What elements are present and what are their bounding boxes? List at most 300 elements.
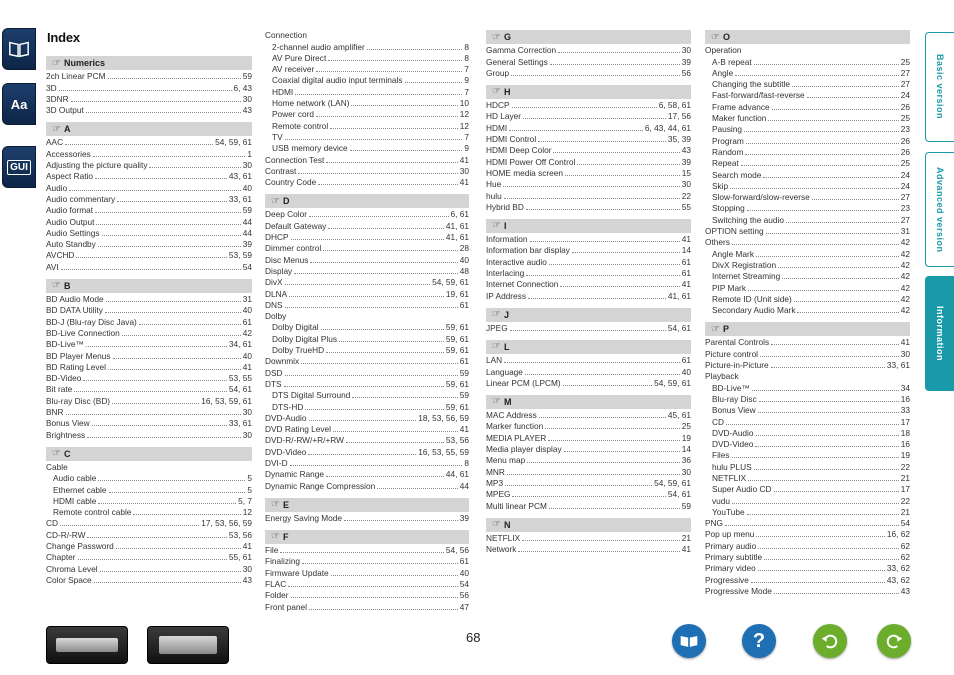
index-entry[interactable]	[265, 132, 469, 143]
index-entry[interactable]	[46, 384, 252, 395]
index-entry[interactable]	[705, 405, 910, 416]
index-entry[interactable]	[46, 418, 252, 429]
index-entry[interactable]	[705, 90, 910, 101]
index-entry[interactable]	[486, 122, 691, 133]
entry-pages[interactable]: 30	[681, 45, 691, 56]
index-entry[interactable]	[46, 350, 252, 361]
entry-pages[interactable]: 41, 61	[445, 232, 469, 243]
index-entry[interactable]	[705, 574, 910, 585]
entry-pages[interactable]: 55, 61	[228, 552, 252, 563]
index-entry[interactable]	[265, 232, 469, 243]
entry-pages[interactable]: 41	[681, 234, 691, 245]
entry-pages[interactable]: 59, 61	[445, 333, 469, 344]
entry-pages[interactable]: 43	[242, 574, 252, 585]
index-entry[interactable]	[705, 248, 910, 259]
index-entry[interactable]	[46, 575, 252, 586]
book-icon[interactable]	[2, 28, 36, 70]
entry-pages[interactable]: 54, 56	[445, 545, 469, 556]
index-entry[interactable]	[705, 260, 910, 271]
entry-pages[interactable]: 21	[681, 532, 691, 543]
entry-pages[interactable]: 45, 61	[667, 410, 691, 421]
entry-pages[interactable]: 47	[459, 601, 469, 612]
index-entry[interactable]	[486, 355, 691, 366]
index-entry[interactable]	[265, 390, 469, 401]
index-entry[interactable]	[705, 124, 910, 135]
entry-pages[interactable]: 40	[459, 567, 469, 578]
index-entry[interactable]	[486, 533, 691, 544]
index-entry[interactable]	[705, 552, 910, 563]
entry-pages[interactable]: 8	[464, 52, 469, 63]
index-entry[interactable]	[705, 68, 910, 79]
index-entry[interactable]	[486, 256, 691, 267]
entry-pages[interactable]: 59	[459, 390, 469, 401]
index-entry[interactable]	[265, 322, 469, 333]
entry-pages[interactable]: 44	[242, 227, 252, 238]
entry-pages[interactable]: 39	[681, 56, 691, 67]
index-entry[interactable]	[486, 455, 691, 466]
back-icon[interactable]	[813, 624, 847, 658]
entry-pages[interactable]: 56	[459, 590, 469, 601]
index-entry[interactable]	[705, 495, 910, 506]
index-entry[interactable]	[265, 579, 469, 590]
index-entry[interactable]	[705, 101, 910, 112]
entry-pages[interactable]: 33, 61	[886, 360, 910, 371]
index-entry[interactable]	[46, 496, 252, 507]
index-entry[interactable]	[705, 586, 910, 597]
index-entry[interactable]	[265, 143, 469, 154]
entry-pages[interactable]: 54	[459, 579, 469, 590]
entry-pages[interactable]: 39	[681, 156, 691, 167]
index-entry[interactable]	[265, 345, 469, 356]
index-entry[interactable]	[265, 266, 469, 277]
entry-pages[interactable]: 54, 59, 61	[654, 477, 691, 488]
entry-pages[interactable]: 41	[459, 154, 469, 165]
entry-pages[interactable]: 61	[459, 299, 469, 310]
index-entry[interactable]	[705, 529, 910, 540]
entry-pages[interactable]: 27	[900, 79, 910, 90]
index-entry[interactable]	[705, 113, 910, 124]
index-entry[interactable]	[705, 271, 910, 282]
entry-pages[interactable]: 62	[900, 552, 910, 563]
entry-pages[interactable]: 12	[242, 507, 252, 518]
index-entry[interactable]	[705, 294, 910, 305]
index-entry[interactable]	[486, 234, 691, 245]
help-icon[interactable]: ?	[742, 624, 776, 658]
entry-pages[interactable]: 59	[242, 71, 252, 82]
index-entry[interactable]	[705, 237, 910, 248]
entry-pages[interactable]: 48	[459, 265, 469, 276]
entry-pages[interactable]: 61	[681, 256, 691, 267]
entry-pages[interactable]: 15	[681, 167, 691, 178]
entry-pages[interactable]: 59, 61	[445, 345, 469, 356]
index-entry[interactable]	[265, 567, 469, 578]
entry-pages[interactable]: 42	[242, 327, 252, 338]
entry-pages[interactable]: 30	[242, 93, 252, 104]
tab-basic-version[interactable]: Basic version	[925, 32, 954, 142]
entry-pages[interactable]: 17	[900, 416, 910, 427]
entry-pages[interactable]: 54, 59, 61	[654, 377, 691, 388]
index-entry[interactable]	[705, 56, 910, 67]
index-entry[interactable]	[486, 134, 691, 145]
entry-pages[interactable]: 30	[459, 165, 469, 176]
entry-pages[interactable]: 5, 7	[238, 495, 252, 506]
index-entry[interactable]	[265, 311, 469, 322]
index-entry[interactable]	[265, 220, 469, 231]
entry-pages[interactable]: 40	[681, 366, 691, 377]
index-entry[interactable]	[705, 360, 910, 371]
index-entry[interactable]	[705, 135, 910, 146]
index-entry[interactable]	[265, 590, 469, 601]
entry-pages[interactable]: 16	[900, 439, 910, 450]
index-entry[interactable]	[486, 366, 691, 377]
entry-pages[interactable]: 16, 53, 55, 59	[418, 446, 469, 457]
index-entry[interactable]	[265, 109, 469, 120]
index-entry[interactable]	[705, 450, 910, 461]
entry-pages[interactable]: 41, 61	[667, 290, 691, 301]
entry-pages[interactable]: 14	[681, 245, 691, 256]
entry-pages[interactable]: 61	[681, 268, 691, 279]
entry-pages[interactable]: 5	[247, 484, 252, 495]
index-entry[interactable]	[486, 190, 691, 201]
entry-pages[interactable]: 40	[242, 182, 252, 193]
index-entry[interactable]	[486, 111, 691, 122]
entry-pages[interactable]: 12	[459, 120, 469, 131]
index-entry[interactable]	[46, 362, 252, 373]
index-entry[interactable]	[265, 166, 469, 177]
entry-pages[interactable]: 22	[900, 461, 910, 472]
index-entry[interactable]	[46, 529, 252, 540]
index-entry[interactable]	[705, 461, 910, 472]
index-entry[interactable]	[486, 410, 691, 421]
entry-pages[interactable]: 17, 53, 56, 59	[201, 518, 252, 529]
entry-pages[interactable]: 25	[900, 56, 910, 67]
index-entry[interactable]	[486, 245, 691, 256]
entry-pages[interactable]: 61	[681, 355, 691, 366]
index-entry[interactable]	[265, 86, 469, 97]
entry-pages[interactable]: 42	[900, 305, 910, 316]
index-entry[interactable]	[46, 552, 252, 563]
entry-pages[interactable]: 33, 61	[228, 418, 252, 429]
entry-pages[interactable]: 34, 61	[228, 339, 252, 350]
entry-pages[interactable]: 27	[900, 214, 910, 225]
index-entry[interactable]	[265, 424, 469, 435]
index-entry[interactable]	[46, 82, 252, 93]
index-entry[interactable]	[265, 254, 469, 265]
entry-pages[interactable]: 12	[459, 109, 469, 120]
index-entry[interactable]	[705, 337, 910, 348]
index-entry[interactable]	[265, 446, 469, 457]
index-entry[interactable]	[46, 328, 252, 339]
entry-pages[interactable]: 55	[681, 201, 691, 212]
index-entry[interactable]	[265, 288, 469, 299]
entry-pages[interactable]: 23	[900, 124, 910, 135]
index-entry[interactable]	[705, 226, 910, 237]
entry-pages[interactable]: 30	[681, 179, 691, 190]
entry-pages[interactable]: 43, 62	[886, 574, 910, 585]
entry-pages[interactable]: 16	[900, 393, 910, 404]
index-entry[interactable]	[46, 216, 252, 227]
entry-pages[interactable]: 44	[459, 480, 469, 491]
index-entry[interactable]	[486, 202, 691, 213]
index-entry[interactable]	[705, 192, 910, 203]
entry-pages[interactable]: 42	[900, 271, 910, 282]
index-entry[interactable]	[46, 339, 252, 350]
index-entry[interactable]	[486, 466, 691, 477]
entry-pages[interactable]: 30	[242, 563, 252, 574]
entry-pages[interactable]: 56	[681, 67, 691, 78]
index-entry[interactable]	[486, 432, 691, 443]
index-entry[interactable]	[46, 507, 252, 518]
index-entry[interactable]	[265, 41, 469, 52]
index-entry[interactable]	[486, 100, 691, 111]
index-entry[interactable]	[265, 154, 469, 165]
index-entry[interactable]	[46, 429, 252, 440]
entry-pages[interactable]: 53, 56	[445, 435, 469, 446]
index-entry[interactable]	[265, 177, 469, 188]
index-entry[interactable]	[265, 469, 469, 480]
entry-pages[interactable]: 19	[900, 450, 910, 461]
entry-pages[interactable]: 33	[900, 405, 910, 416]
entry-pages[interactable]: 6, 43, 44, 61	[644, 122, 691, 133]
index-entry[interactable]	[486, 145, 691, 156]
index-entry[interactable]	[265, 333, 469, 344]
entry-pages[interactable]: 7	[464, 86, 469, 97]
entry-pages[interactable]: 16, 53, 59, 61	[201, 395, 252, 406]
entry-pages[interactable]: 41	[242, 361, 252, 372]
entry-pages[interactable]: 41, 61	[445, 220, 469, 231]
entry-pages[interactable]: 22	[900, 495, 910, 506]
entry-pages[interactable]: 24	[900, 180, 910, 191]
entry-pages[interactable]: 59	[242, 205, 252, 216]
index-entry[interactable]	[265, 545, 469, 556]
index-entry[interactable]	[705, 518, 910, 529]
index-entry[interactable]	[265, 556, 469, 567]
index-entry[interactable]	[486, 290, 691, 301]
index-entry[interactable]	[46, 250, 252, 261]
index-entry[interactable]	[705, 507, 910, 518]
index-entry[interactable]	[486, 444, 691, 455]
tab-information[interactable]: Information	[925, 276, 954, 391]
entry-pages[interactable]: 44	[242, 216, 252, 227]
index-entry[interactable]	[486, 179, 691, 190]
index-entry[interactable]	[46, 205, 252, 216]
index-entry[interactable]	[46, 563, 252, 574]
index-entry[interactable]	[705, 394, 910, 405]
entry-pages[interactable]: 40	[459, 254, 469, 265]
entry-pages[interactable]: 30	[242, 160, 252, 171]
index-entry[interactable]	[705, 484, 910, 495]
entry-pages[interactable]: 6, 43	[233, 82, 252, 93]
index-entry[interactable]	[705, 203, 910, 214]
index-entry[interactable]	[705, 214, 910, 225]
entry-pages[interactable]: 7	[464, 131, 469, 142]
index-entry[interactable]	[46, 228, 252, 239]
entry-pages[interactable]: 17	[900, 484, 910, 495]
entry-pages[interactable]: 19, 61	[445, 288, 469, 299]
entry-pages[interactable]: 33, 61	[228, 193, 252, 204]
index-entry[interactable]	[265, 435, 469, 446]
index-entry[interactable]	[46, 137, 252, 148]
entry-pages[interactable]: 61	[459, 556, 469, 567]
entry-pages[interactable]: 24	[900, 90, 910, 101]
index-entry[interactable]	[486, 156, 691, 167]
entry-pages[interactable]: 39	[242, 239, 252, 250]
contents-book-icon[interactable]	[672, 624, 706, 658]
entry-pages[interactable]: 21	[900, 472, 910, 483]
index-entry[interactable]	[705, 282, 910, 293]
entry-pages[interactable]: 54, 59, 61	[432, 277, 469, 288]
index-entry[interactable]	[705, 563, 910, 574]
entry-pages[interactable]: 43	[242, 105, 252, 116]
index-entry[interactable]	[46, 94, 252, 105]
entry-pages[interactable]: 62	[900, 540, 910, 551]
index-entry[interactable]	[486, 500, 691, 511]
entry-pages[interactable]: 28	[459, 243, 469, 254]
index-entry[interactable]	[705, 371, 910, 382]
index-entry[interactable]	[265, 480, 469, 491]
entry-pages[interactable]: 61	[459, 356, 469, 367]
entry-pages[interactable]: 5	[247, 473, 252, 484]
entry-pages[interactable]: 30	[242, 429, 252, 440]
entry-pages[interactable]: 54	[242, 261, 252, 272]
entry-pages[interactable]: 27	[900, 67, 910, 78]
entry-pages[interactable]: 25	[900, 158, 910, 169]
index-entry[interactable]	[46, 105, 252, 116]
entry-pages[interactable]: 18, 53, 56, 59	[418, 412, 469, 423]
index-entry[interactable]	[705, 147, 910, 158]
entry-pages[interactable]: 53, 56	[228, 529, 252, 540]
index-entry[interactable]	[265, 601, 469, 612]
entry-pages[interactable]: 41	[459, 424, 469, 435]
index-entry[interactable]	[265, 64, 469, 75]
entry-pages[interactable]: 18	[900, 427, 910, 438]
entry-pages[interactable]: 35, 39	[667, 134, 691, 145]
index-entry[interactable]	[705, 428, 910, 439]
entry-pages[interactable]: 6, 61	[450, 209, 469, 220]
index-entry[interactable]	[705, 45, 910, 56]
index-entry[interactable]	[486, 489, 691, 500]
index-entry[interactable]	[486, 268, 691, 279]
index-entry[interactable]	[46, 541, 252, 552]
entry-pages[interactable]: 43	[900, 585, 910, 596]
index-entry[interactable]	[705, 439, 910, 450]
index-entry[interactable]	[265, 513, 469, 524]
entry-pages[interactable]: 39	[459, 512, 469, 523]
front-panel-button[interactable]	[46, 626, 128, 664]
entry-pages[interactable]: 54, 61	[228, 384, 252, 395]
index-entry[interactable]	[46, 261, 252, 272]
index-entry[interactable]	[265, 356, 469, 367]
index-entry[interactable]	[486, 168, 691, 179]
gui-icon[interactable]: GUI	[2, 146, 36, 188]
index-entry[interactable]	[46, 239, 252, 250]
entry-pages[interactable]: 17, 56	[667, 111, 691, 122]
index-entry[interactable]	[265, 379, 469, 390]
entry-pages[interactable]: 54, 59, 61	[215, 137, 252, 148]
index-entry[interactable]	[46, 182, 252, 193]
entry-pages[interactable]: 59, 61	[445, 378, 469, 389]
entry-pages[interactable]: 33, 62	[886, 563, 910, 574]
index-entry[interactable]	[705, 348, 910, 359]
index-entry[interactable]	[265, 98, 469, 109]
entry-pages[interactable]: 43, 61	[228, 171, 252, 182]
index-entry[interactable]	[265, 75, 469, 86]
entry-pages[interactable]: 40	[242, 305, 252, 316]
index-entry[interactable]	[46, 148, 252, 159]
entry-pages[interactable]: 59	[681, 500, 691, 511]
index-entry[interactable]	[46, 316, 252, 327]
entry-pages[interactable]: 54	[900, 518, 910, 529]
entry-pages[interactable]: 43	[681, 145, 691, 156]
entry-pages[interactable]: 14	[681, 444, 691, 455]
tab-advanced-version[interactable]: Advanced version	[925, 152, 954, 267]
index-entry[interactable]	[486, 421, 691, 432]
index-entry[interactable]	[705, 169, 910, 180]
entry-pages[interactable]: 61	[242, 316, 252, 327]
entry-pages[interactable]: 44, 61	[445, 469, 469, 480]
entry-pages[interactable]: 26	[900, 135, 910, 146]
entry-pages[interactable]: 25	[900, 113, 910, 124]
entry-pages[interactable]: 25	[681, 421, 691, 432]
entry-pages[interactable]: 34	[900, 382, 910, 393]
index-entry[interactable]	[705, 382, 910, 393]
index-entry[interactable]	[46, 407, 252, 418]
index-entry[interactable]	[46, 305, 252, 316]
index-entry[interactable]	[46, 294, 252, 305]
entry-pages[interactable]: 26	[900, 146, 910, 157]
entry-pages[interactable]: 9	[464, 143, 469, 154]
entry-pages[interactable]: 7	[464, 64, 469, 75]
entry-pages[interactable]: 30	[900, 348, 910, 359]
index-entry[interactable]	[265, 53, 469, 64]
index-entry[interactable]	[265, 30, 469, 41]
index-entry[interactable]	[46, 462, 252, 473]
index-entry[interactable]	[46, 484, 252, 495]
entry-pages[interactable]: 59, 61	[445, 401, 469, 412]
index-entry[interactable]	[705, 79, 910, 90]
entry-pages[interactable]: 31	[900, 226, 910, 237]
entry-pages[interactable]: 9	[464, 75, 469, 86]
index-entry[interactable]	[46, 395, 252, 406]
entry-pages[interactable]: 42	[900, 248, 910, 259]
entry-pages[interactable]: 31	[242, 294, 252, 305]
entry-pages[interactable]: 40	[242, 350, 252, 361]
index-entry[interactable]	[705, 181, 910, 192]
entry-pages[interactable]: 30	[681, 466, 691, 477]
entry-pages[interactable]: 54, 61	[667, 322, 691, 333]
entry-pages[interactable]: 42	[900, 259, 910, 270]
index-entry[interactable]	[265, 277, 469, 288]
index-entry[interactable]	[46, 473, 252, 484]
entry-pages[interactable]: 53, 59	[228, 250, 252, 261]
index-entry[interactable]	[265, 458, 469, 469]
entry-pages[interactable]: 19	[681, 432, 691, 443]
index-entry[interactable]	[705, 158, 910, 169]
index-entry[interactable]	[46, 171, 252, 182]
entry-pages[interactable]: 24	[900, 169, 910, 180]
entry-pages[interactable]: 42	[900, 282, 910, 293]
index-entry[interactable]	[705, 305, 910, 316]
entry-pages[interactable]: 23	[900, 203, 910, 214]
index-entry[interactable]	[46, 373, 252, 384]
entry-pages[interactable]: 27	[900, 192, 910, 203]
forward-icon[interactable]	[877, 624, 911, 658]
index-entry[interactable]	[486, 323, 691, 334]
index-entry[interactable]	[486, 56, 691, 67]
index-entry[interactable]	[46, 160, 252, 171]
entry-pages[interactable]: 6, 58, 61	[658, 100, 691, 111]
entry-pages[interactable]: 8	[464, 457, 469, 468]
